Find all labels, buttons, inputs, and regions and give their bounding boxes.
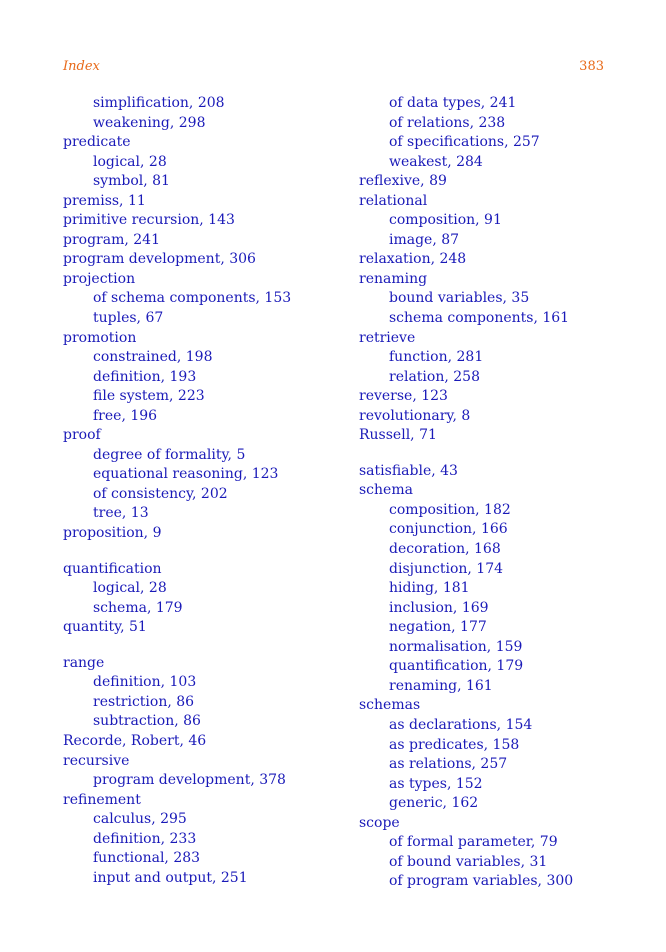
index-entry: primitive recursion, 143 bbox=[63, 212, 235, 229]
index-subentry: generic, 162 bbox=[389, 795, 479, 812]
index-subentry: function, 281 bbox=[389, 349, 484, 366]
index-subentry: as relations, 257 bbox=[389, 756, 508, 773]
index-subentry: equational reasoning, 123 bbox=[93, 466, 279, 483]
index-entry: recursive bbox=[63, 752, 130, 769]
index-subentry: of schema components, 153 bbox=[93, 290, 292, 307]
index-entry: proof bbox=[63, 427, 101, 444]
index-entry: projection bbox=[63, 270, 136, 287]
index-subentry: as declarations, 154 bbox=[389, 716, 533, 733]
index-subentry: disjunction, 174 bbox=[389, 560, 504, 577]
index-subentry: composition, 91 bbox=[389, 212, 502, 229]
index-subentry: as predicates, 158 bbox=[389, 736, 520, 753]
index-subentry: simplification, 208 bbox=[93, 95, 225, 111]
index-subentry: relation, 258 bbox=[389, 368, 480, 385]
index-entry: schema bbox=[359, 482, 413, 499]
index-entry: satisfiable, 43 bbox=[359, 462, 458, 479]
index-entry: promotion bbox=[63, 329, 137, 346]
index-entry: reverse, 123 bbox=[359, 388, 448, 405]
index-entry: schemas bbox=[359, 697, 421, 714]
index-entry: relaxation, 248 bbox=[359, 251, 467, 268]
index-subentry: of data types, 241 bbox=[389, 95, 517, 111]
index-entry: renaming bbox=[359, 270, 428, 287]
index-subentry: of formal parameter, 79 bbox=[389, 834, 558, 851]
letter-group-gap bbox=[359, 446, 649, 462]
letter-group-gap bbox=[63, 544, 353, 560]
index-subentry: conjunction, 166 bbox=[389, 521, 508, 538]
index-entry: program, 241 bbox=[63, 231, 160, 248]
index-subentry: renaming, 161 bbox=[389, 677, 493, 694]
index-subentry: decoration, 168 bbox=[389, 541, 501, 558]
index-subentry: definition, 193 bbox=[93, 368, 197, 385]
index-subentry: tuples, 67 bbox=[93, 310, 164, 327]
index-subentry: schema, 179 bbox=[93, 599, 183, 616]
index-entry: scope bbox=[359, 814, 400, 831]
index-subentry: degree of formality, 5 bbox=[93, 446, 246, 463]
index-entry: quantification bbox=[63, 560, 162, 577]
index-subentry: subtraction, 86 bbox=[93, 713, 201, 730]
index-subentry: hiding, 181 bbox=[389, 580, 470, 597]
index-entry: proposition, 9 bbox=[63, 525, 162, 542]
index-subentry: as types, 152 bbox=[389, 775, 483, 792]
index-entry: retrieve bbox=[359, 329, 416, 346]
page-number: 383 bbox=[579, 59, 604, 74]
index-entry: Russell, 71 bbox=[359, 427, 437, 444]
index-subentry: calculus, 295 bbox=[93, 811, 187, 828]
section-title: Index bbox=[63, 59, 100, 74]
index-column-left bbox=[63, 94, 353, 888]
index-entry: revolutionary, 8 bbox=[359, 407, 471, 424]
index-subentry: image, 87 bbox=[389, 231, 460, 248]
index-subentry: quantification, 179 bbox=[389, 658, 524, 675]
index-subentry: restriction, 86 bbox=[93, 693, 195, 710]
index-entry: Recorde, Robert, 46 bbox=[63, 732, 207, 749]
index-entry: premiss, 11 bbox=[63, 192, 146, 209]
index-subentry: logical, 28 bbox=[93, 580, 167, 597]
index-subentry: normalisation, 159 bbox=[389, 638, 523, 655]
running-header bbox=[63, 59, 604, 79]
index-entry: reflexive, 89 bbox=[359, 173, 447, 190]
index-entry: range bbox=[63, 654, 105, 671]
index-entry: predicate bbox=[63, 134, 131, 151]
index-subentry: definition, 103 bbox=[93, 674, 197, 691]
index-entry: program development, 306 bbox=[63, 251, 256, 268]
index-subentry: file system, 223 bbox=[93, 388, 205, 405]
index-entry: relational bbox=[359, 192, 428, 209]
index-entry: refinement bbox=[63, 791, 141, 808]
index-subentry: program development, 378 bbox=[93, 772, 286, 789]
index-subentry: functional, 283 bbox=[93, 850, 201, 867]
index-subentry: composition, 182 bbox=[389, 501, 511, 518]
index-subentry: of consistency, 202 bbox=[93, 485, 228, 502]
index-subentry: of program variables, 300 bbox=[389, 873, 574, 890]
index-subentry: of specifications, 257 bbox=[389, 134, 540, 151]
index-column-right bbox=[359, 94, 649, 892]
index-subentry: weakening, 298 bbox=[93, 114, 206, 131]
index-entry: quantity, 51 bbox=[63, 619, 147, 636]
index-subentry: weakest, 284 bbox=[389, 153, 483, 170]
letter-group-gap bbox=[63, 638, 353, 654]
index-subentry: constrained, 198 bbox=[93, 349, 213, 366]
index-subentry: free, 196 bbox=[93, 407, 158, 424]
index-subentry: bound variables, 35 bbox=[389, 290, 530, 307]
index-subentry: of relations, 238 bbox=[389, 114, 506, 131]
index-subentry: input and output, 251 bbox=[93, 869, 248, 886]
index-subentry: logical, 28 bbox=[93, 153, 167, 170]
index-subentry: schema components, 161 bbox=[389, 310, 570, 327]
index-subentry: definition, 233 bbox=[93, 830, 197, 847]
index-subentry: symbol, 81 bbox=[93, 173, 170, 190]
index-subentry: negation, 177 bbox=[389, 619, 487, 636]
index-subentry: inclusion, 169 bbox=[389, 599, 489, 616]
index-subentry: tree, 13 bbox=[93, 505, 149, 522]
index-subentry: of bound variables, 31 bbox=[389, 853, 548, 870]
